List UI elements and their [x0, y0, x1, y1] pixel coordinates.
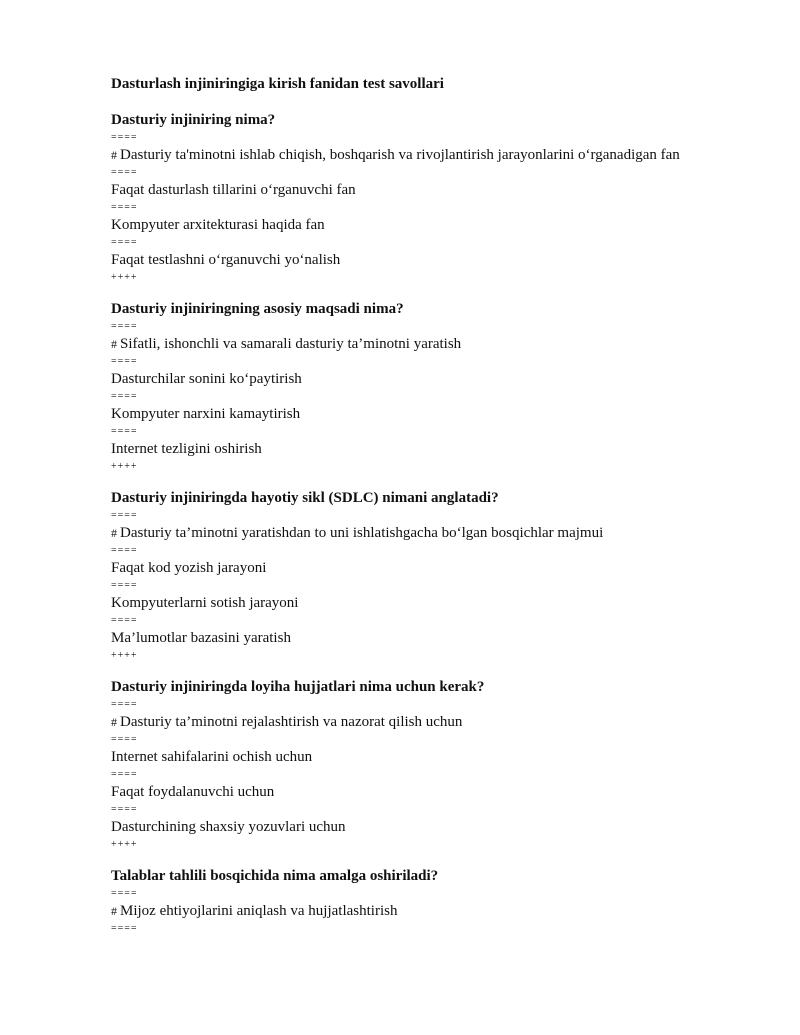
end-marker: ++++ — [111, 272, 138, 283]
option-separator: ==== — [111, 321, 138, 332]
question-block — [111, 865, 771, 935]
correct-marker: # — [111, 904, 117, 918]
end-marker: ++++ — [111, 650, 138, 661]
option: Internet tezligini oshirish — [111, 441, 262, 457]
option-text: Dasturiy ta’minotni rejalashtirish va nazorat qilish uchun — [120, 714, 463, 730]
option-separator: ==== — [111, 356, 138, 367]
option-separator: ==== — [111, 804, 138, 815]
option: Kompyuter narxini kamaytirish — [111, 406, 301, 422]
option-separator: ==== — [111, 699, 138, 710]
option-separator: ==== — [111, 545, 138, 556]
question-text: Dasturiy injiniring nima? — [111, 112, 276, 128]
end-marker: ++++ — [111, 461, 138, 472]
option-separator: ==== — [111, 888, 138, 899]
option-separator: ==== — [111, 510, 138, 521]
option-separator: ==== — [111, 391, 138, 402]
correct-marker: # — [111, 337, 117, 351]
question-block — [111, 298, 771, 473]
option-correct — [111, 711, 771, 733]
option-correct — [111, 333, 771, 355]
question-text: Dasturiy injiniringning asosiy maqsadi nima? — [111, 301, 404, 317]
option-separator: ==== — [111, 167, 138, 178]
option-text: Sifatli, ishonchli va samarali dasturiy ta’minotni yaratish — [120, 336, 462, 352]
option: Internet sahifalarini ochish uchun — [111, 749, 313, 765]
option: Dasturchining shaxsiy yozuvlari uchun — [111, 819, 346, 835]
correct-marker: # — [111, 148, 117, 162]
question-text: Talablar tahlili bosqichida nima amalga oshiriladi? — [111, 868, 439, 884]
option: Ma’lumotlar bazasini yaratish — [111, 630, 291, 646]
question-text: Dasturiy injiniringda loyiha hujjatlari nima uchun kerak? — [111, 679, 485, 695]
option: Dasturchilar sonini ko‘paytirish — [111, 371, 302, 387]
end-marker: ++++ — [111, 839, 138, 850]
option-separator: ==== — [111, 769, 138, 780]
option-text: Dasturiy ta'minotni ishlab chiqish, boshqarish va rivojlantirish jarayonlarini o‘rganadigan fan — [120, 147, 680, 163]
option-separator: ==== — [111, 132, 138, 143]
document-page — [111, 73, 771, 949]
option-separator: ==== — [111, 734, 138, 745]
option-separator: ==== — [111, 202, 138, 213]
correct-marker: # — [111, 526, 117, 540]
option-separator: ==== — [111, 923, 138, 934]
option-separator: ==== — [111, 615, 138, 626]
option-correct — [111, 144, 771, 166]
option-separator: ==== — [111, 237, 138, 248]
option-correct — [111, 900, 771, 922]
option: Kompyuter arxitekturasi haqida fan — [111, 217, 325, 233]
question-block — [111, 109, 771, 284]
option: Faqat testlashni o‘rganuvchi yo‘nalish — [111, 252, 341, 268]
option-separator: ==== — [111, 426, 138, 437]
option-separator: ==== — [111, 580, 138, 591]
option-text: Dasturiy ta’minotni yaratishdan to uni ishlatishgacha bo‘lgan bosqichlar majmui — [120, 525, 604, 541]
option: Faqat foydalanuvchi uchun — [111, 784, 275, 800]
question-text: Dasturiy injiniringda hayotiy sikl (SDLC) nimani anglatadi? — [111, 490, 499, 506]
option-correct — [111, 522, 771, 544]
option-text: Mijoz ehtiyojlarini aniqlash va hujjatlashtirish — [120, 903, 398, 919]
option: Kompyuterlarni sotish jarayoni — [111, 595, 299, 611]
question-block — [111, 487, 771, 662]
correct-marker: # — [111, 715, 117, 729]
question-block — [111, 676, 771, 851]
option: Faqat kod yozish jarayoni — [111, 560, 267, 576]
option: Faqat dasturlash tillarini o‘rganuvchi fan — [111, 182, 356, 198]
document-title: Dasturlash injiniringiga kirish fanidan test savollari — [111, 76, 444, 92]
